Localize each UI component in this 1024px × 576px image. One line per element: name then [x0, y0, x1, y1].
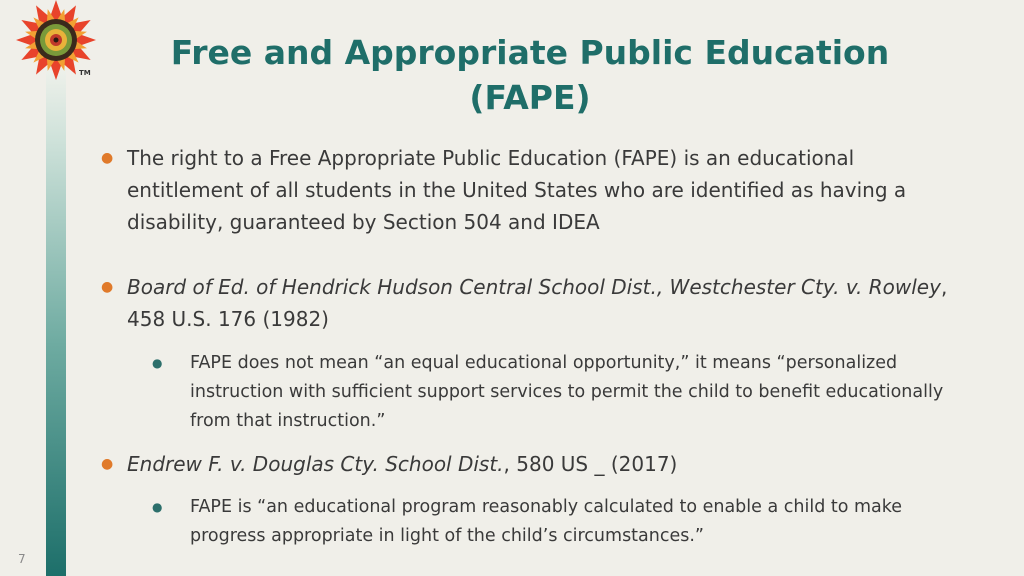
sub-bullet-endrew-quote — [152, 493, 980, 551]
sub-bullet-text: FAPE does not mean “an equal educational opportunity,” it means “personalized instruction with sufficient support services to permit the child to benefit educationally from that instruction.” — [190, 353, 944, 431]
case-citation: , 458 U.S. 176 (1982) — [127, 275, 948, 331]
bullet-dot-icon: ● — [101, 456, 114, 472]
sub-bullet-text: FAPE is “an educational program reasonably calculated to enable a child to make progress appropriate in light of the child’s circumstances.” — [190, 497, 903, 546]
slide-title-line2: (FAPE) — [469, 78, 591, 117]
slide-number: 7 — [18, 552, 26, 566]
slide-title-line1: Free and Appropriate Public Education — [170, 33, 890, 72]
bullet-dot-icon: ● — [101, 279, 114, 295]
case-name: Board of Ed. of Hendrick Hudson Central School Dist., Westchester Cty. v. Rowley — [127, 275, 941, 299]
sub-bullet-dot-icon: ● — [152, 500, 163, 514]
case-citation: , 580 US _ (2017) — [503, 452, 678, 476]
bullet-text: The right to a Free Appropriate Public Education (FAPE) is an educational entitlement of all students in the United States who are identified as having a disability, guaranteed by Section 504 and IDEA — [127, 146, 907, 234]
sub-bullet-dot-icon: ● — [152, 356, 163, 370]
sub-bullet-rowley-quote — [152, 349, 980, 436]
case-name: Endrew F. v. Douglas Cty. School Dist. — [127, 452, 504, 476]
bullet-fape-right — [101, 142, 957, 238]
left-accent-bar — [46, 62, 66, 576]
bullet-endrew-case — [101, 448, 957, 480]
bullet-dot-icon: ● — [101, 150, 114, 166]
trademark-label: TM — [79, 69, 91, 77]
bullet-rowley-case — [101, 271, 957, 335]
slide-title — [120, 30, 940, 120]
